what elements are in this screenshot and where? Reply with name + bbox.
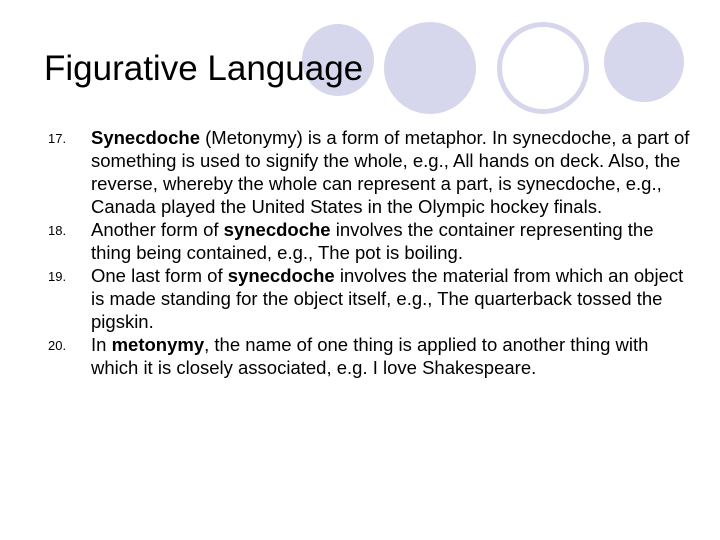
list-item-20 bbox=[0, 333, 720, 379]
body-text: involves the container representing the thing being contained, e.g., The pot is boiling. bbox=[91, 219, 654, 263]
term: metonymy bbox=[111, 334, 205, 355]
decor-circle-3 bbox=[497, 22, 589, 114]
term: synecdoche bbox=[223, 219, 331, 240]
list-number: 17. bbox=[48, 131, 67, 146]
list-item-text bbox=[91, 126, 691, 218]
page-title: Figurative Language bbox=[44, 49, 364, 88]
body-text: , the name of one thing is applied to another thing with which it is closely associated, e.g. I love Shakespeare. bbox=[91, 334, 649, 378]
list-number: 20. bbox=[48, 338, 67, 353]
decor-circle-2 bbox=[384, 22, 476, 114]
prefix-text: Another form of bbox=[91, 219, 224, 240]
prefix-text: In bbox=[91, 334, 112, 355]
numbered-list bbox=[0, 126, 720, 379]
body-text: involves the material from which an object is made standing for the object itself, e.g., The quarterback tossed the pigskin. bbox=[91, 265, 684, 332]
term: Synecdoche bbox=[91, 127, 200, 148]
list-number: 19. bbox=[48, 269, 67, 284]
body-text: (Metonymy) is a form of metaphor. In synecdoche, a part of something is used to signify the whole, e.g., All hands on deck. Also, the reverse, whereby the whole can represent a part, is synecdoche, e.g., Canada played the United States in the Olympic hockey finals. bbox=[91, 127, 690, 217]
list-item-18 bbox=[0, 218, 720, 264]
list-item-19 bbox=[0, 264, 720, 333]
decor-circle-4 bbox=[604, 22, 684, 102]
list-item-17 bbox=[0, 126, 720, 218]
list-item-text bbox=[91, 333, 691, 379]
list-item-text bbox=[91, 264, 691, 333]
list-number: 18. bbox=[48, 223, 67, 238]
list-item-text bbox=[91, 218, 691, 264]
prefix-text: One last form of bbox=[91, 265, 228, 286]
term: synecdoche bbox=[227, 265, 335, 286]
